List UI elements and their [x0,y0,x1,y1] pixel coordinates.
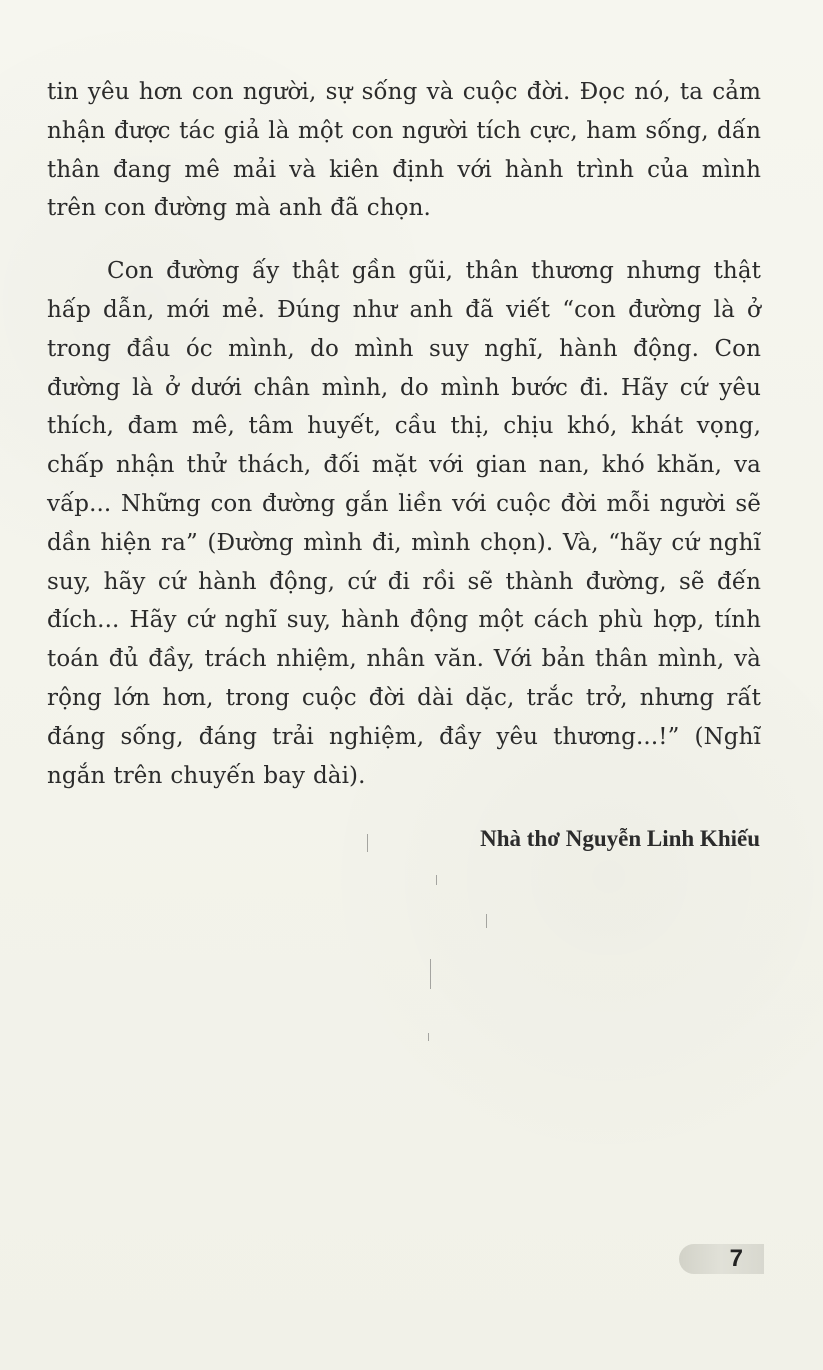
scan-speck [486,914,487,928]
page-number-tab [679,1244,764,1274]
paragraph-1: tin yêu hơn con người, sự sống và cuộc đời. Đọc nó, ta cảm nhận được tác giả là một con người tích cực, ham sống, dấn thân đang mê mải và kiên định với hành trình của mình trên con đường mà anh đã chọn. [47,79,761,222]
page-number: 7 [729,1245,743,1272]
author-signature: Nhà thơ Nguyễn Linh Khiếu [480,826,760,851]
body-text [47,73,761,795]
scan-speck [428,1033,429,1041]
scan-speck [430,959,431,989]
scan-speck [436,875,437,885]
scan-speck [367,834,368,852]
paragraph-2: Con đường ấy thật gần gũi, thân thương nhưng thật hấp dẫn, mới mẻ. Đúng như anh đã viết “con đường là ở trong đầu óc mình, do mình suy nghĩ, hành động. Con đường là ở dưới chân mình, do mình bước đi. Hãy cứ yêu thích, đam mê, tâm huyết, cầu thị, chịu khó, khát vọng, chấp nhận thử thách, đối mặt với gian nan, khó khăn, va vấp... Những con đường gắn liền với cuộc đời mỗi người sẽ dần hiện ra” (Đường mình đi, mình chọn). Và, “hãy cứ nghĩ suy, hãy cứ hành động, cứ đi rồi sẽ thành đường, sẽ đến đích... Hãy cứ nghĩ suy, hành động một cách phù hợp, tính toán đủ đầy, trách nhiệm, nhân văn. Với bản thân mình, và rộng lớn hơn, trong cuộc đời dài dặc, trắc trở, nhưng rất đáng sống, đáng trải nghiệm, đầy yêu thương...!” (Nghĩ ngắn trên chuyến bay dài). [47,258,761,789]
